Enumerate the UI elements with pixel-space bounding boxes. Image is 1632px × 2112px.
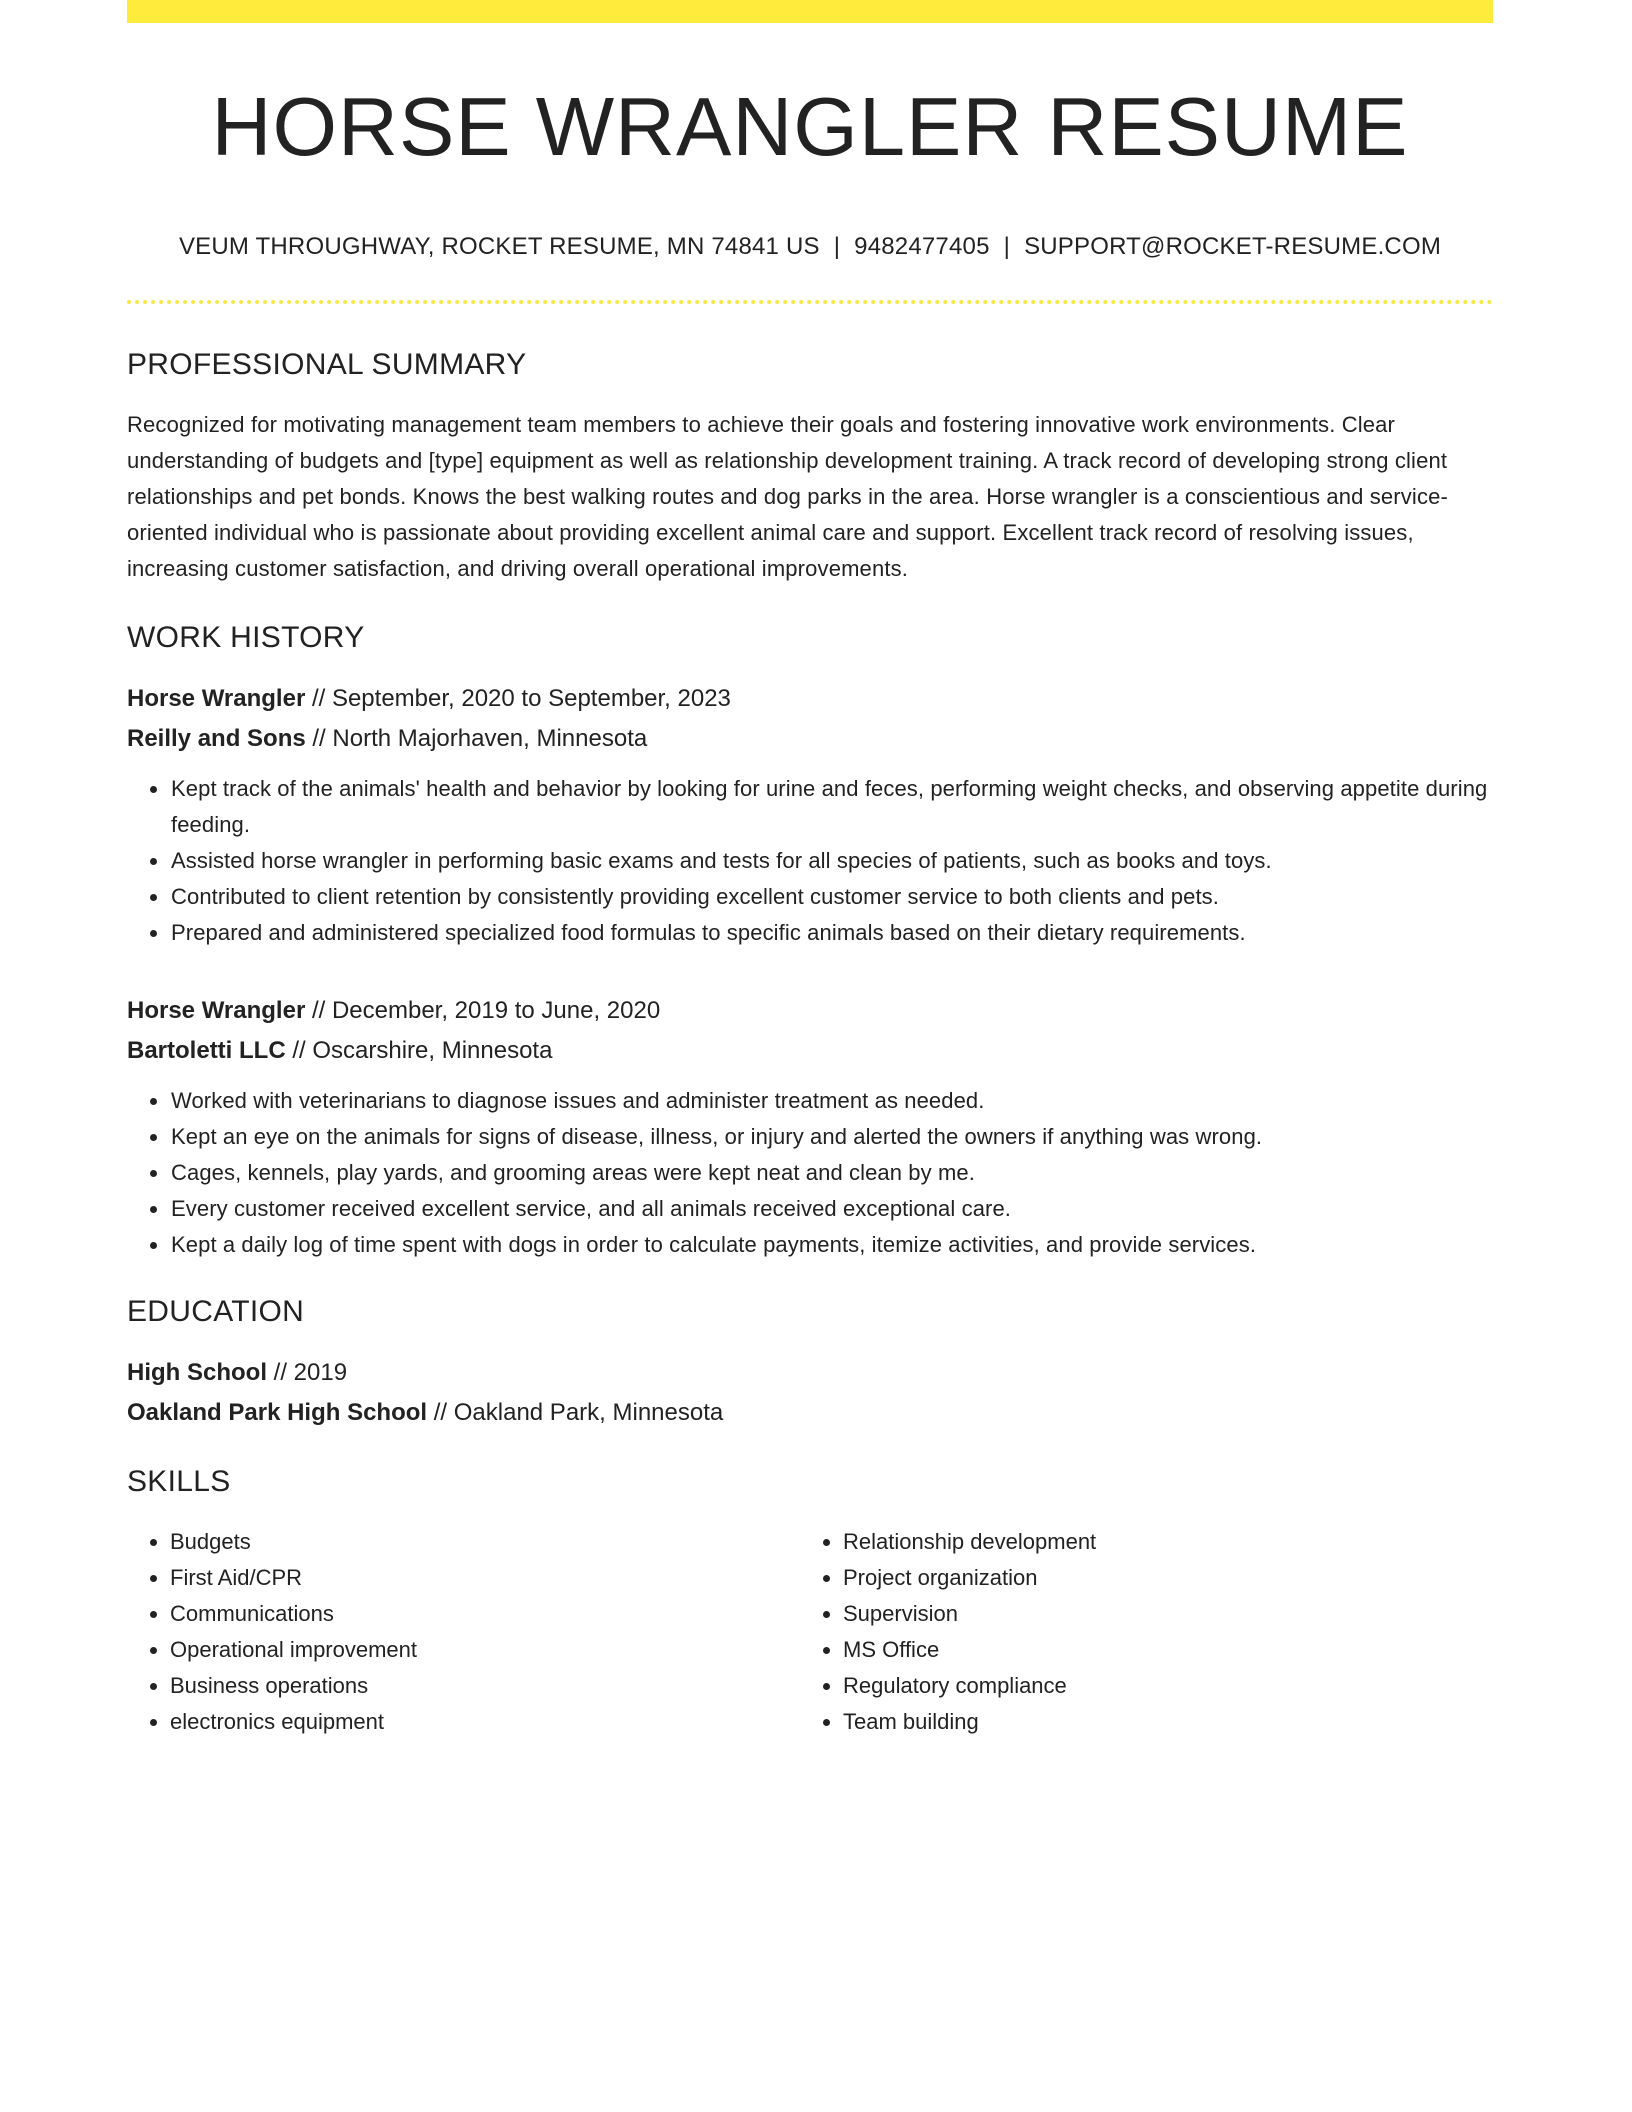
list-item: • Budgets [170, 1524, 800, 1560]
list-item: • MS Office [843, 1632, 1473, 1668]
accent-top-bar [127, 0, 1493, 23]
summary-heading: PROFESSIONAL SUMMARY [127, 348, 527, 382]
list-item: • Kept track of the animals' health and behavior by looking for urine and feces, performing weight checks, and observing appetite during feeding. [170, 771, 1493, 843]
resume-page [127, 0, 1493, 1740]
job-title-line [127, 679, 1493, 719]
contact-phone: 9482477405 [854, 233, 990, 261]
job-title-line [127, 991, 1493, 1031]
list-item: • First Aid/CPR [170, 1560, 800, 1596]
job-role: Horse Wrangler [127, 997, 306, 1025]
dotted-divider [127, 300, 1493, 304]
job-dates: // September, 2020 to September, 2023 [305, 685, 731, 713]
page-title: HORSE WRANGLER RESUME [211, 80, 1409, 173]
education-heading: EDUCATION [127, 1295, 305, 1329]
job-company-line [127, 719, 1493, 759]
list-item: • Project organization [843, 1560, 1473, 1596]
list-item: • Every customer received excellent service, and all animals received exceptional care. [170, 1191, 1493, 1227]
list-item: • Worked with veterinarians to diagnose issues and administer treatment as needed. [170, 1083, 1493, 1119]
list-item: • Cages, kennels, play yards, and grooming areas were kept neat and clean by me. [170, 1155, 1493, 1191]
education-school: Oakland Park High School [127, 1399, 428, 1427]
contact-email: SUPPORT@ROCKET-RESUME.COM [1024, 233, 1442, 261]
list-item: • Regulatory compliance [843, 1668, 1473, 1704]
job-bullets [127, 1083, 1493, 1263]
job-company-line [127, 1031, 1493, 1071]
skills-column-1 [127, 1524, 800, 1740]
list-item: • Assisted horse wrangler in performing basic exams and tests for all species of patients, such as books and toys. [170, 843, 1493, 879]
contact-line [127, 233, 1493, 261]
list-item: • Relationship development [843, 1524, 1473, 1560]
list-item: • Supervision [843, 1596, 1473, 1632]
education-location: // Oakland Park, Minnesota [427, 1399, 724, 1427]
education-school-line [127, 1393, 1493, 1433]
job-dates: // December, 2019 to June, 2020 [305, 997, 661, 1025]
job-company: Bartoletti LLC [127, 1037, 286, 1065]
list-item: • Kept an eye on the animals for signs of disease, illness, or injury and alerted the owners if anything was wrong. [170, 1119, 1493, 1155]
job-company: Reilly and Sons [127, 725, 306, 753]
skills-column-2 [800, 1524, 1473, 1740]
list-item: • Communications [170, 1596, 800, 1632]
list-item: • Operational improvement [170, 1632, 800, 1668]
contact-address: VEUM THROUGHWAY, ROCKET RESUME, MN 74841 US [178, 233, 820, 261]
summary-text: Recognized for motivating management team members to achieve their goals and fostering innovative work environments. Clear understanding of budgets and [type] equipment as well as relationship development training. A track record of developing strong client relationships and pet bonds. Knows the best walking routes and dog parks in the area. Horse wrangler is a conscientious and service-oriented individual who is passionate about providing excellent animal care and support. Excellent track record of resolving issues, increasing customer satisfaction, and driving overall operational improvements. [127, 412, 1448, 582]
education-entry [127, 1353, 1493, 1433]
education-degree: High School [127, 1359, 267, 1387]
list-item: • Contributed to client retention by consistently providing excellent customer service to both clients and pets. [170, 879, 1493, 915]
contact-separator: | [1003, 233, 1011, 261]
contact-separator: | [833, 233, 841, 261]
work-history-heading: WORK HISTORY [127, 621, 365, 655]
education-degree-line [127, 1353, 1493, 1393]
list-item: • Prepared and administered specialized food formulas to specific animals based on their dietary requirements. [170, 915, 1493, 951]
job-entry [127, 991, 1493, 1263]
job-location: // North Majorhaven, Minnesota [305, 725, 648, 753]
skills-list [127, 1524, 1493, 1740]
job-bullets [127, 771, 1493, 951]
job-location: // Oscarshire, Minnesota [285, 1037, 553, 1065]
list-item: • Business operations [170, 1668, 800, 1704]
list-item: • Team building [843, 1704, 1473, 1740]
job-entry [127, 679, 1493, 951]
list-item: • Kept a daily log of time spent with dogs in order to calculate payments, itemize activities, and provide services. [170, 1227, 1493, 1263]
education-year: // 2019 [267, 1359, 348, 1387]
skills-heading: SKILLS [127, 1465, 231, 1499]
job-role: Horse Wrangler [127, 685, 306, 713]
list-item: • electronics equipment [170, 1704, 800, 1740]
